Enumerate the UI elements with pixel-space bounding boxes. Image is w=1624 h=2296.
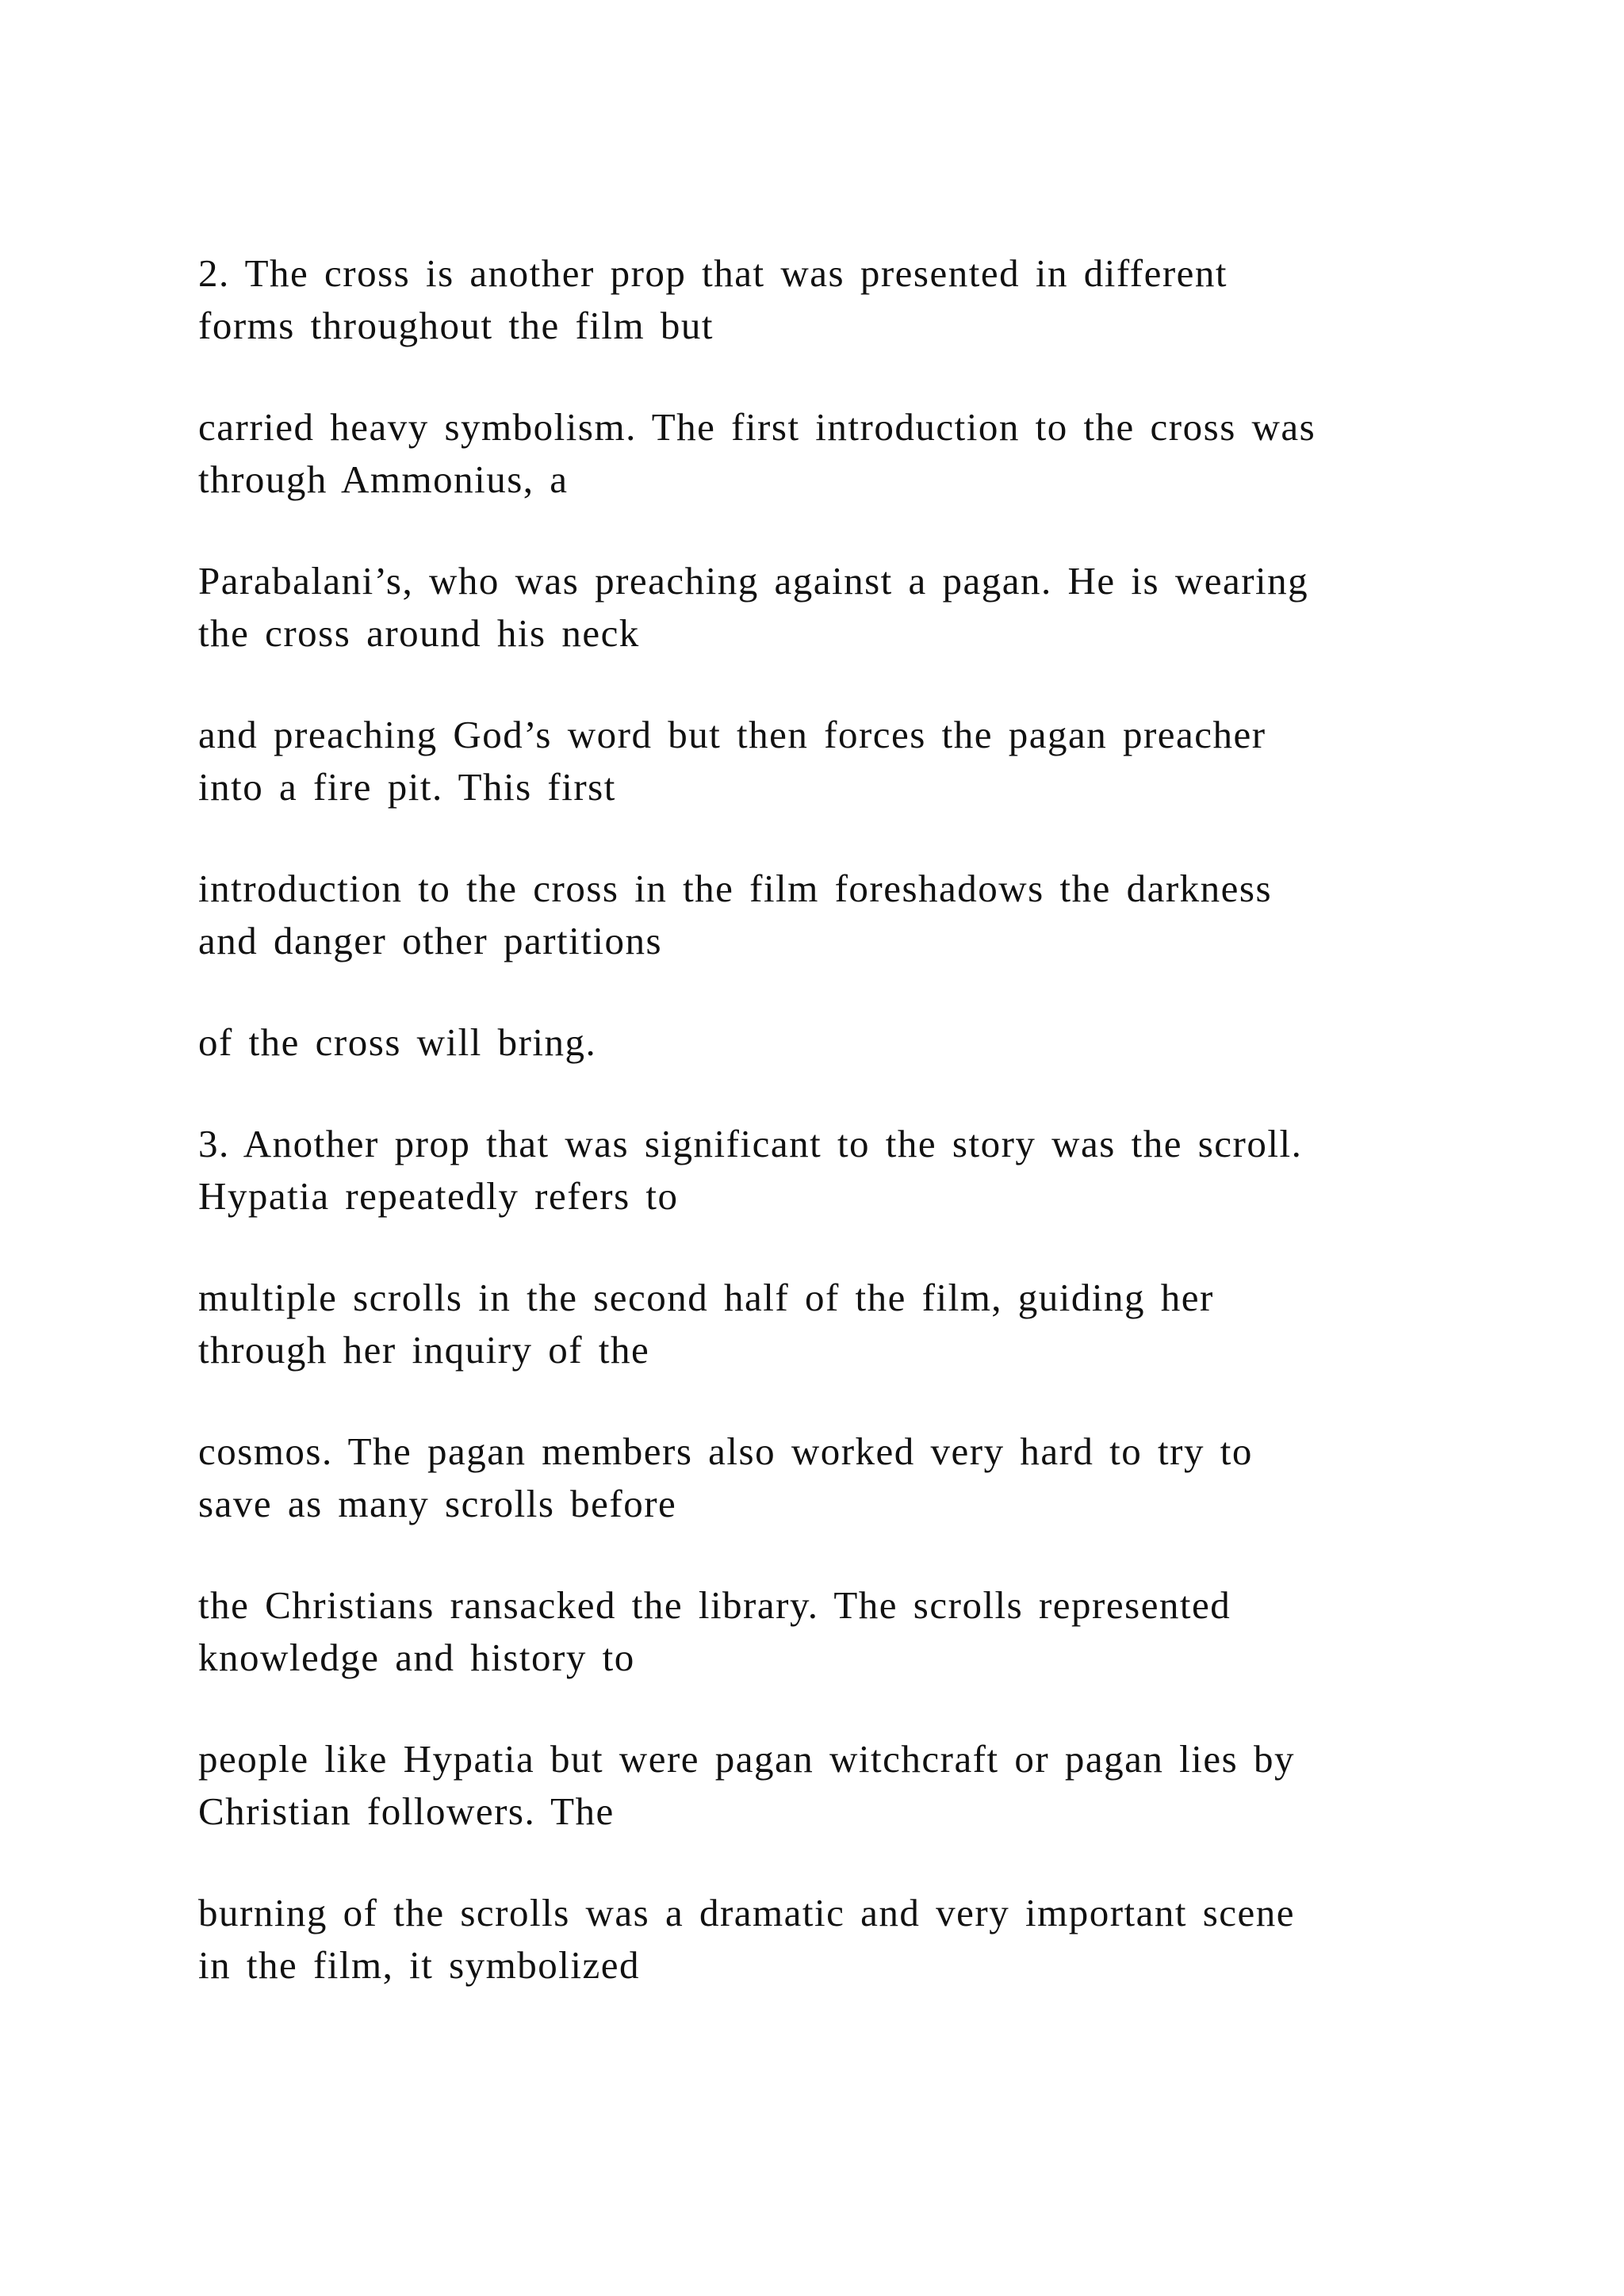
text-line: the cross around his neck [198,611,640,655]
text-line: 2. The cross is another prop that was presented in different [198,251,1228,295]
text-line: burning of the scrolls was a dramatic and very important scene [198,1891,1296,1934]
text-line: in the film, it symbolized [198,1943,641,1987]
text-line: through Ammonius, a [198,457,569,501]
paragraph [198,1425,1467,1530]
text-line: multiple scrolls in the second half of the film, guiding her [198,1276,1214,1319]
document-body [198,247,1467,2041]
text-line: Christian followers. The [198,1789,615,1833]
text-line: through her inquiry of the [198,1328,650,1372]
text-line: Parabalani’s, who was preaching against a pagan. He is wearing [198,559,1309,603]
text-line: people like Hypatia but were pagan witchcraft or pagan lies by [198,1737,1295,1781]
text-line: save as many scrolls before [198,1482,677,1525]
text-line: Hypatia repeatedly refers to [198,1174,679,1218]
paragraph [198,1887,1467,1992]
paragraph [198,1272,1467,1376]
paragraph [198,247,1467,352]
paragraph [198,1118,1467,1223]
text-line: the Christians ransacked the library. The scrolls represented [198,1583,1231,1627]
text-line: cosmos. The pagan members also worked very hard to try to [198,1429,1253,1473]
text-line: introduction to the cross in the film foreshadows the darkness [198,867,1273,910]
paragraph [198,555,1467,660]
text-line: 3. Another prop that was significant to the story was the scroll. [198,1122,1303,1165]
paragraph [198,401,1467,506]
text-line: of the cross will bring. [198,1020,597,1064]
text-line: forms throughout the film but [198,304,714,347]
text-line: and danger other partitions [198,919,663,962]
text-line: carried heavy symbolism. The first introduction to the cross was [198,405,1316,449]
text-line: knowledge and history to [198,1636,635,1679]
paragraph [198,1733,1467,1838]
paragraph [198,1579,1467,1684]
paragraph [198,863,1467,967]
paragraph [198,709,1467,813]
text-line: into a fire pit. This first [198,765,616,809]
text-line: and preaching God’s word but then forces the pagan preacher [198,713,1266,756]
paragraph [198,1016,1467,1069]
